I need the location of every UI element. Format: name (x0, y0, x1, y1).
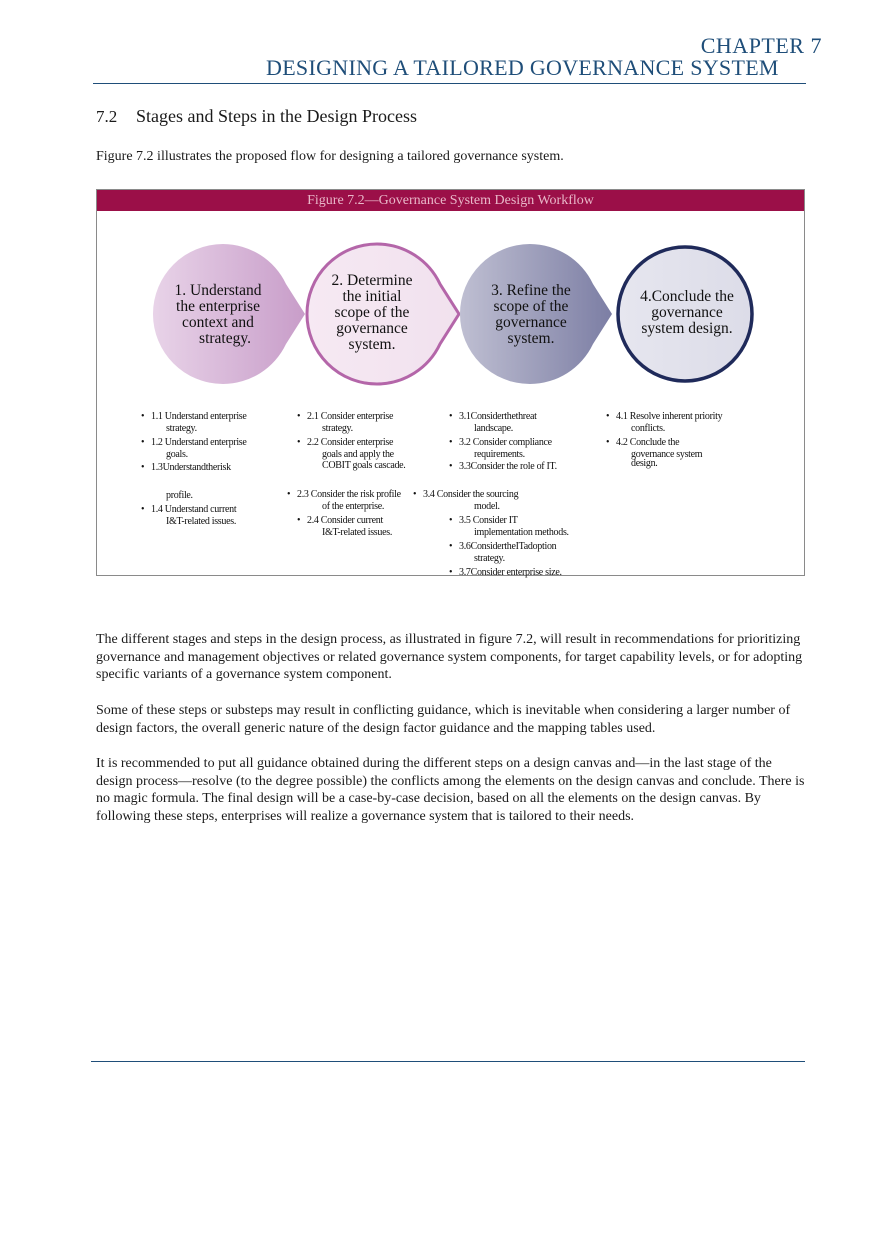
step-3-3: • 3.3Consider the role of IT. (449, 461, 557, 472)
step-3-5: • 3.5 Consider IT implementation methods. (449, 515, 569, 538)
stage-2-label: 2. Determine the initial scope of the governance system. (331, 272, 413, 353)
step-1-1: • 1.1 Understand enterprise strategy. (141, 411, 247, 434)
stage-4-label: 4.Conclude the governance system design. (640, 288, 734, 337)
section-title: Stages and Steps in the Design Process (136, 106, 417, 126)
chapter-title: DESIGNING A TAILORED GOVERNANCE SYSTEM (266, 55, 779, 80)
step-2-1: • 2.1 Consider enterprise strategy. (297, 411, 394, 434)
step-2-3: • 2.3 Consider the risk profile of the enterprise. (287, 489, 401, 512)
figure-7-2 (96, 189, 805, 576)
step-3-1: • 3.1Considerthethreat landscape. (449, 411, 537, 434)
footer-rule (91, 1061, 805, 1062)
paragraph-1: The different stages and steps in the design process, as illustrated in figure 7.2, will result in recommendations for prioritizing governance and management objectives or related governance system components, for target capability levels, or for adopting specific variants of a governance system component. (96, 632, 803, 683)
step-2-4: • 2.4 Consider current I&T-related issues. (297, 515, 393, 538)
chapter-number: CHAPTER 7 (700, 33, 822, 58)
step-4-2: • 4.2 Conclude the governance system design. (606, 437, 703, 469)
step-4-1: • 4.1 Resolve inherent priority conflicts. (606, 411, 723, 434)
section-number: 7.2 (96, 107, 118, 126)
step-1-3: • 1.3Understandtherisk profile. (141, 462, 231, 501)
step-3-4: • 3.4 Consider the sourcing model. (413, 489, 519, 512)
step-3-6: • 3.6ConsidertheITadoption strategy. (449, 541, 557, 564)
intro-text: Figure 7.2 illustrates the proposed flow for designing a tailored governance system. (96, 149, 564, 164)
header-rule (93, 83, 806, 84)
paragraph-3: It is recommended to put all guidance obtained during the different steps on a design canvas and—in the last stage of the design process—resolve (to the degree possible) the conflicts among the elements on the design canvas and conclude. There is no magic formula. The final design will be a case-by-case decision, based on all the elements on the design canvas. By following these steps, enterprises will realize a governance system that is tailored to their needs. (96, 756, 805, 825)
figure-caption-bar: Figure 7.2—Governance System Design Workflow (97, 190, 804, 211)
step-3-2: • 3.2 Consider compliance requirements. (449, 437, 552, 460)
step-3-7: • 3.7Consider enterprise size. (449, 567, 562, 578)
stage-3-label: 3. Refine the scope of the governance system. (491, 282, 571, 347)
paragraph-2: Some of these steps or substeps may result in conflicting guidance, which is inevitable when considering a larger number of design factors, the overall generic nature of the design factor guidance and the mapping tables used. (96, 703, 791, 736)
stage-1-label: 1. Understand the enterprise context and strategy. (174, 282, 262, 347)
step-1-4: • 1.4 Understand current I&T-related issues. (141, 504, 237, 527)
step-2-2: • 2.2 Consider enterprise goals and apply the COBIT goals cascade. (297, 437, 406, 471)
step-1-2: • 1.2 Understand enterprise goals. (141, 437, 247, 460)
